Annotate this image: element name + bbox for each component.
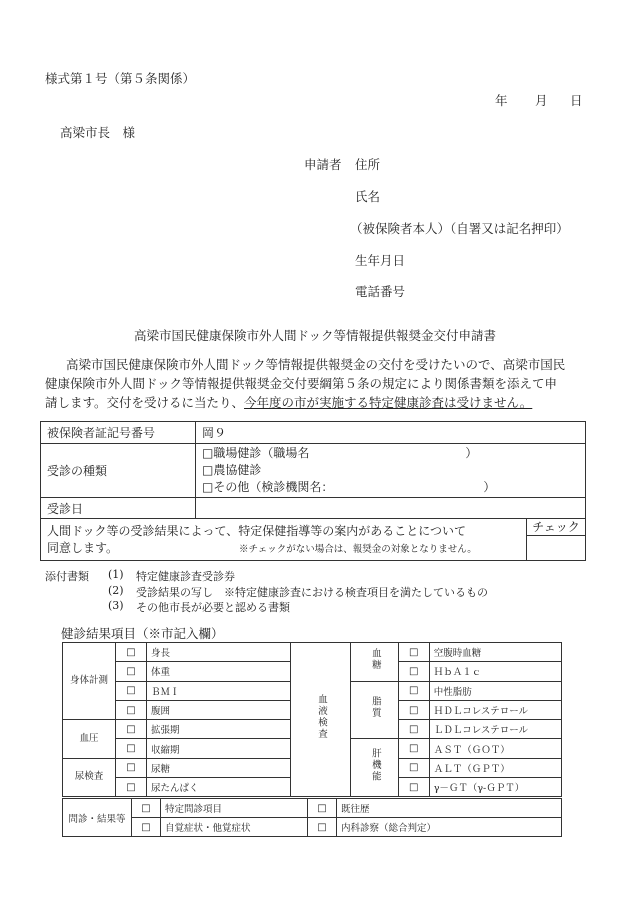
checkbox-history[interactable]: □ (308, 799, 337, 818)
group-sugar-cell (351, 643, 398, 682)
checkbox-bmi[interactable]: □ (116, 681, 147, 700)
applicant-name-label: 氏名 (355, 189, 381, 204)
checkbox-urine-protein[interactable]: □ (116, 778, 147, 797)
interview-table (62, 798, 562, 837)
group-sugar: 血糖 (369, 647, 381, 671)
item-alt: ＡＬＴ（ＧＰＴ） (429, 758, 561, 777)
date-day: 日 (570, 93, 583, 108)
item-urine-protein: 尿たんぱく (147, 778, 291, 797)
item-hdl: ＨＤＬコレステロール (429, 700, 561, 719)
date-year: 年 (495, 93, 508, 108)
insurance-number-value[interactable]: 岡９ (196, 422, 586, 444)
item-weight: 体重 (147, 662, 291, 681)
consent-line-2-row (47, 540, 520, 557)
results-table (62, 642, 562, 797)
item-systolic: 収縮期 (147, 739, 291, 758)
insured-note: （被保険者本人）（自署又は記名押印） (350, 221, 569, 236)
attachment-3-no: (3) (108, 599, 124, 612)
checkbox-fbs[interactable]: □ (398, 643, 429, 662)
intro-line-3 (45, 393, 532, 411)
addressee: 高梁市長 様 (60, 125, 136, 140)
application-table (40, 421, 586, 561)
item-height: 身長 (147, 643, 291, 662)
group-bp: 血圧 (63, 720, 116, 759)
attachment-2-text: 受診結果の写し ※特定健康診査における検査項目を満たしているもの (136, 586, 488, 599)
check-cell (527, 519, 586, 561)
phone-label: 電話番号 (355, 284, 406, 299)
exam-type-label: 受診の種類 (41, 444, 196, 498)
checkbox-hba1c[interactable]: □ (398, 662, 429, 681)
intro-line-3-plain: 請します。交付を受けるに当たり、 (45, 395, 245, 410)
group-blood: 血液検査 (316, 694, 328, 741)
insurance-number-label: 被保険者証記号番号 (41, 422, 196, 444)
document-title: 高梁市国民健康保険市外人間ドック等情報提供報奨金交付申請書 (133, 328, 496, 343)
group-liver-cell (351, 739, 398, 797)
exam-option-other[interactable]: □その他（検診機関名： ） (202, 480, 496, 494)
exam-option-ja[interactable]: □農協健診 (202, 463, 262, 477)
checkbox-height[interactable]: □ (116, 643, 147, 662)
item-hba1c: ＨｂＡ１ｃ (429, 662, 561, 681)
exam-type-options (196, 444, 586, 498)
group-liver: 肝機能 (369, 748, 381, 783)
item-symptoms: 自覚症状・他覚症状 (161, 818, 308, 837)
birthdate-label: 生年月日 (355, 253, 406, 268)
checkbox-weight[interactable]: □ (116, 662, 147, 681)
intro-line-1: 高梁市国民健康保険市外人間ドック等情報提供報奨金の交付を受けたいので、高梁市国民 (66, 357, 566, 372)
item-urine-sugar: 尿糖 (147, 758, 291, 777)
group-blood-cell (291, 643, 351, 797)
item-history: 既往歴 (337, 799, 562, 818)
item-interview: 特定問診項目 (161, 799, 308, 818)
group-lipid: 脂質 (369, 696, 381, 720)
checkbox-waist[interactable]: □ (116, 700, 147, 719)
group-body: 身体計測 (63, 643, 116, 720)
checkbox-internal[interactable]: □ (308, 818, 337, 837)
attachment-1-no: (1) (108, 568, 124, 581)
item-ldl: ＬＤＬコレステロール (429, 720, 561, 739)
attachment-1-text: 特定健康診査受診券 (136, 570, 235, 583)
exam-option-workplace[interactable]: □職場健診（職場名 ） (202, 446, 478, 460)
checkbox-diastolic[interactable]: □ (116, 720, 147, 739)
date-month: 月 (535, 93, 548, 108)
consent-cell (41, 519, 527, 561)
results-heading: 健診結果項目（※市記入欄） (61, 626, 224, 641)
item-ggt: γ－ＧＴ（γ-ＧＰＴ） (429, 778, 561, 797)
item-bmi: ＢＭＩ (147, 681, 291, 700)
checkbox-alt[interactable]: □ (398, 758, 429, 777)
checkbox-tg[interactable]: □ (398, 681, 429, 700)
item-fbs: 空腹時血糖 (429, 643, 561, 662)
item-diastolic: 拡張期 (147, 720, 291, 739)
applicant-label: 申請者 (304, 157, 342, 172)
group-interview: 問診・結果等 (63, 799, 132, 837)
checkbox-interview[interactable]: □ (132, 799, 161, 818)
intro-line-2: 健康保険市外人間ドック等情報提供報奨金交付要綱第５条の規定により関係書類を添えて申 (45, 376, 558, 391)
consent-line-2: 同意します。 (47, 540, 119, 555)
item-tg: 中性脂肪 (429, 681, 561, 700)
exam-date-value[interactable] (196, 498, 586, 519)
item-internal: 内科診察（総合判定） (337, 818, 562, 837)
attachment-2-no: (2) (108, 584, 124, 597)
intro-line-3-underlined: 今年度の市が実施する特定健康診査は受けません。 (244, 395, 533, 410)
checkbox-ggt[interactable]: □ (398, 778, 429, 797)
group-urine: 尿検査 (63, 758, 116, 797)
applicant-address-label: 住所 (355, 157, 381, 172)
checkbox-urine-sugar[interactable]: □ (116, 758, 147, 777)
attachment-3-text: その他市長が必要と認める書類 (136, 601, 290, 614)
consent-note: ※チェックがない場合は、報奨金の対象となりません。 (239, 543, 477, 555)
check-label: チェック (527, 519, 585, 536)
item-waist: 腹囲 (147, 700, 291, 719)
form-number: 様式第１号（第５条関係） (45, 71, 196, 86)
check-box[interactable] (527, 536, 585, 560)
group-lipid-cell (351, 681, 398, 739)
checkbox-ast[interactable]: □ (398, 739, 429, 758)
consent-line-1: 人間ドック等の受診結果によって、特定保健指導等の案内があることについて (47, 523, 467, 538)
exam-date-label: 受診日 (41, 498, 196, 519)
item-ast: ＡＳＴ（ＧＯＴ） (429, 739, 561, 758)
checkbox-hdl[interactable]: □ (398, 700, 429, 719)
checkbox-symptoms[interactable]: □ (132, 818, 161, 837)
checkbox-ldl[interactable]: □ (398, 720, 429, 739)
checkbox-systolic[interactable]: □ (116, 739, 147, 758)
attachments-label: 添付書類 (45, 570, 89, 583)
